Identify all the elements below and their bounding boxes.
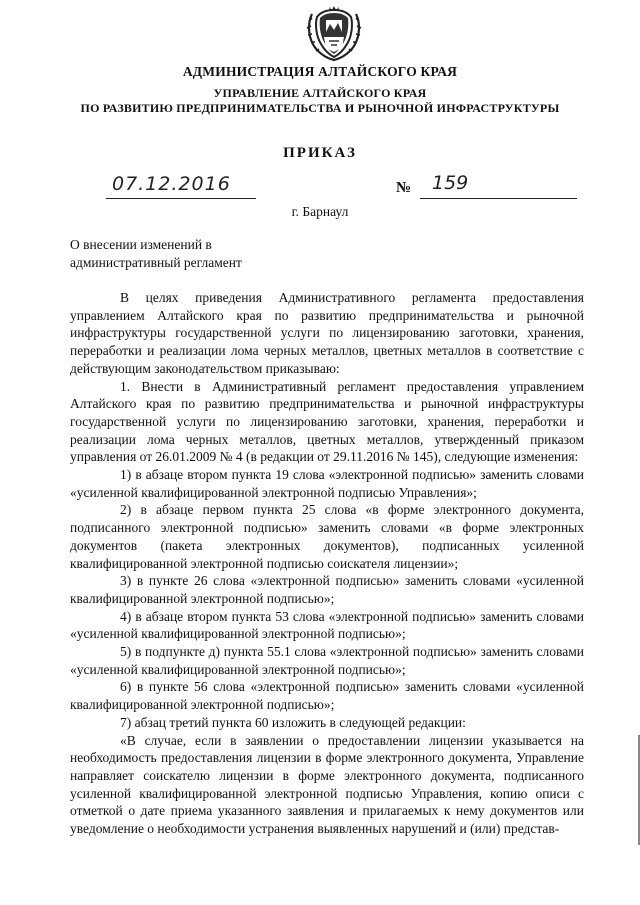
city-name: г. Барнаул <box>291 204 349 219</box>
amendment-item-6: 6) в пункте 56 слова «электронной подписью» заменить словами «усиленной квалифицированной электронной подписью»; <box>70 679 584 713</box>
subject-heading <box>70 236 330 272</box>
preamble-paragraph: В целях приведения Административного регламента предоставления управлением Алтайского края по развитию предпринимательства и рыночной инфраструктуры государственной услуги по лицензированию заготовки, хранения, переработки и реализации лома черных металлов, цветных металлов в соответствие с действующим законодательством приказываю: <box>70 290 584 376</box>
amendment-item-2: 2) в абзаце первом пункта 25 слова «в форме электронного документа, подписанного электронной подписью» заменить словами «в форме электронных документов (пакета электронных документов), подписанных усиленной квалифицированной электронной подписью соискателя лицензии»; <box>70 502 584 571</box>
amendment-item-7: 7) абзац третий пункта 60 изложить в следующей редакции: <box>120 714 466 730</box>
document-body <box>70 289 584 838</box>
department-name-line1: УПРАВЛЕНИЕ АЛТАЙСКОГО КРАЯ <box>213 86 427 100</box>
subject-line1: О внесении изменений в <box>70 237 212 252</box>
amendment-item-5: 5) в подпункте д) пункта 55.1 слова «электронной подписью» заменить словами «усиленной квалифицированной электронной подписью»; <box>70 644 584 677</box>
number-underline <box>420 198 577 199</box>
amendment-item-1: 1) в абзаце втором пункта 19 слова «электронной подписью» заменить словами «усиленной квалифицированной электронной подписью Управления»; <box>70 467 584 500</box>
quoted-new-text: «В случае, если в заявлении о предоставлении лицензии указывается на необходимость предоставления лицензии в форме электронного документа, Управление направляет соискателю лицензии в форме электронного документа, подписанного усиленной квалифицированной электронной подписью Управления, копию описи с отметкой о дате приема указанного заявления и прилагаемых к нему документов или уведомление о необходимости устранения выявленных нарушений и (или) представ- <box>70 732 584 837</box>
department-name-line2: ПО РАЗВИТИЮ ПРЕДПРИНИМАТЕЛЬСТВА И РЫНОЧНОЙ ИНФРАСТРУКТУРЫ <box>80 101 560 115</box>
date-underline <box>106 198 256 199</box>
organization-name: АДМИНИСТРАЦИЯ АЛТАЙСКОГО КРАЯ <box>182 64 458 79</box>
document-title: ПРИКАЗ <box>283 145 357 161</box>
document-date: 07.12.2016 <box>112 173 231 195</box>
subject-line2: административный регламент <box>70 255 242 270</box>
coat-of-arms-emblem <box>303 4 365 62</box>
amendment-item-3: 3) в пункте 26 слова «электронной подписью» заменить словами «усиленной квалифицированной электронной подписью»; <box>70 573 584 606</box>
number-sign: № <box>396 180 412 196</box>
clause-1-paragraph: 1. Внести в Административный регламент предоставления управлением Алтайского края по развитию предпринимательства и рыночной инфраструктуры государственной услуги по лицензированию заготовки, хранения, переработки и реализации лома черных металлов, цветных металлов, утвержденный приказом управления от 26.01.2009 № 4 (в редакции от 29.11.2016 № 145), следующие изменения: <box>70 378 584 465</box>
amendment-item-4: 4) в абзаце втором пункта 53 слова «электронной подписью» заменить словами «усиленной квалифицированной электронной подписью»; <box>70 608 584 642</box>
document-number: 159 <box>432 172 469 194</box>
